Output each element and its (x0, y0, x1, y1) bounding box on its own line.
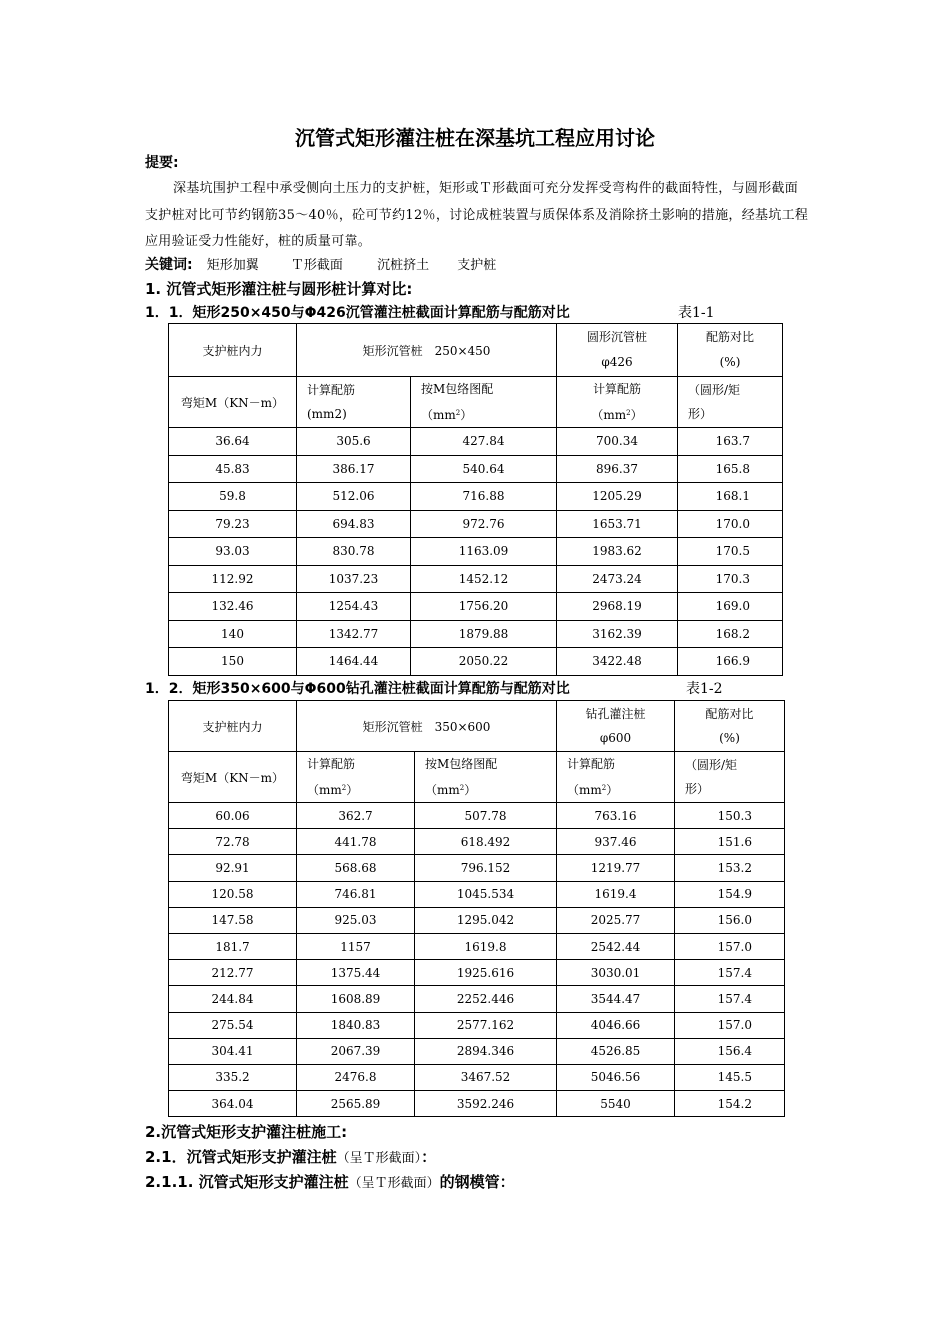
table-row (169, 455, 783, 483)
keyword: 矩形加翼 (206, 258, 259, 273)
table-cell: 512.06 (297, 483, 411, 511)
table-cell: 4526.85 (557, 1038, 675, 1064)
table-cell: 147.58 (169, 907, 297, 933)
table-cell: 3592.246 (415, 1091, 557, 1117)
table-cell: 1840.83 (297, 1012, 415, 1038)
table-cell: 150 (169, 648, 297, 676)
table-cell: 896.37 (557, 455, 678, 483)
table-row (169, 1064, 785, 1090)
table-cell: 1157 (297, 933, 415, 959)
header-round-rect: （圆形/矩 形） (678, 377, 783, 428)
table-cell: 2577.162 (415, 1012, 557, 1038)
table-cell: 362.7 (297, 803, 415, 829)
table-cell: 244.84 (169, 986, 297, 1012)
table-row (169, 620, 783, 648)
header-round: 圆形沉管桩 φ426 (557, 324, 678, 377)
table2-caption: 1．2．矩形350×600与Φ600钻孔灌注桩截面计算配筋与配筋对比 (145, 681, 570, 697)
header-force: 支护桩内力 (169, 324, 297, 377)
header-ratio: 配筋对比 (%) (678, 324, 783, 377)
keywords-label: 关键词: (145, 257, 193, 273)
table-row (169, 648, 783, 676)
table-cell: 746.81 (297, 881, 415, 907)
table-cell: 3422.48 (557, 648, 678, 676)
header-force: 支护桩内力 (169, 701, 297, 752)
table-cell: 2894.346 (415, 1038, 557, 1064)
header-calc: 计算配筋 $(mm^2)$ (297, 752, 415, 803)
table-cell: 157.0 (675, 933, 785, 959)
abstract-text: 深基坑围护工程中承受侧向土压力的支护桩，矩形或Ｔ形截面可充分发挥受弯构件的截面特性，与圆形截面支护桩对比可节约钢筋35～40％，砼可节约12％，讨论成桩装置与质保体系及消除挤土影响的措施，经基坑工程应用验证受力性能好，桩的质量可靠。 (145, 181, 809, 249)
table-cell: 2476.8 (297, 1064, 415, 1090)
table-cell: 1619.8 (415, 933, 557, 959)
table-row (169, 881, 785, 907)
table-row (169, 565, 783, 593)
table-cell: 163.7 (678, 428, 783, 456)
keyword: 支护桩 (457, 258, 497, 273)
table-row (169, 933, 785, 959)
table-cell: 145.5 (675, 1064, 785, 1090)
table-cell: 1925.616 (415, 960, 557, 986)
table-cell: 60.06 (169, 803, 297, 829)
table-cell: 1464.44 (297, 648, 411, 676)
table-cell: 112.92 (169, 565, 297, 593)
table-cell: 156.0 (675, 907, 785, 933)
table-row (169, 483, 783, 511)
table-cell: 212.77 (169, 960, 297, 986)
section-2-1-heading: 2.1．沉管式矩形支护灌注桩（呈Ｔ形截面）： (145, 1148, 437, 1166)
table-cell: 59.8 (169, 483, 297, 511)
table-cell: 120.58 (169, 881, 297, 907)
table-cell: 165.8 (678, 455, 783, 483)
table-cell: 2050.22 (411, 648, 557, 676)
header-ratio: 配筋对比 (%) (675, 701, 785, 752)
table-cell: 335.2 (169, 1064, 297, 1090)
header-moment: 弯矩M（KN－m） (169, 377, 297, 428)
table-row (169, 538, 783, 566)
table-cell: 168.1 (678, 483, 783, 511)
table-cell: 1295.042 (415, 907, 557, 933)
table-cell: 972.76 (411, 510, 557, 538)
table-row (169, 960, 785, 986)
table-row (169, 1091, 785, 1117)
table-cell: 1254.43 (297, 593, 411, 621)
header-round-calc: 计算配筋 $(mm^2)$ (557, 752, 675, 803)
table1-caption: 1．1．矩形250×450与Φ426沉管灌注桩截面计算配筋与配筋对比 (145, 305, 570, 321)
header-moment: 弯矩M（KN－m） (169, 752, 297, 803)
table-cell: 830.78 (297, 538, 411, 566)
table-cell: 700.34 (557, 428, 678, 456)
table-cell: 170.0 (678, 510, 783, 538)
table-cell: 3030.01 (557, 960, 675, 986)
header-round-calc: 计算配筋 $(mm^2)$ (557, 377, 678, 428)
table-cell: 568.68 (297, 855, 415, 881)
table-cell: 36.64 (169, 428, 297, 456)
table-cell: 157.4 (675, 960, 785, 986)
table-cell: 79.23 (169, 510, 297, 538)
table-row (169, 803, 785, 829)
section-1-heading: 1. 沉管式矩形灌注桩与圆形桩计算对比: (145, 280, 413, 298)
table-cell: 93.03 (169, 538, 297, 566)
table-cell: 618.492 (415, 829, 557, 855)
header-round-rect: （圆形/矩 形） (675, 752, 785, 803)
table-cell: 168.2 (678, 620, 783, 648)
table-cell: 305.6 (297, 428, 411, 456)
table-row (169, 1038, 785, 1064)
table-cell: 166.9 (678, 648, 783, 676)
table-cell: 1756.20 (411, 593, 557, 621)
table-cell: 694.83 (297, 510, 411, 538)
table-cell: 132.46 (169, 593, 297, 621)
table-cell: 1037.23 (297, 565, 411, 593)
table-cell: 45.83 (169, 455, 297, 483)
table-row (169, 428, 783, 456)
table-header-row (169, 324, 783, 377)
table-cell: 441.78 (297, 829, 415, 855)
table-cell: 507.78 (415, 803, 557, 829)
table-cell: 3162.39 (557, 620, 678, 648)
header-calc: 计算配筋 (mm2) (297, 377, 411, 428)
table-cell: 154.2 (675, 1091, 785, 1117)
table-cell: 1983.62 (557, 538, 678, 566)
table-cell: 150.3 (675, 803, 785, 829)
table-subheader-row (169, 377, 783, 428)
table2-label: 表1-2 (686, 681, 723, 697)
table-cell: 2252.446 (415, 986, 557, 1012)
table-cell: 157.0 (675, 1012, 785, 1038)
header-round: 钻孔灌注桩 φ600 (557, 701, 675, 752)
header-envelope: 按M包络图配 $(mm^2)$ (411, 377, 557, 428)
table-cell: 1653.71 (557, 510, 678, 538)
table-cell: 5046.56 (557, 1064, 675, 1090)
table-cell: 1163.09 (411, 538, 557, 566)
table-cell: 156.4 (675, 1038, 785, 1064)
keyword: 沉桩挤土 (377, 258, 430, 273)
page-title: 沉管式矩形灌注桩在深基坑工程应用讨论 (295, 126, 655, 150)
table-cell: 925.03 (297, 907, 415, 933)
section-2-1-1-heading: 2.1.1. 沉管式矩形支护灌注桩（呈Ｔ形截面）的钢模管： (145, 1173, 515, 1191)
table-cell: 181.7 (169, 933, 297, 959)
table-cell: 716.88 (411, 483, 557, 511)
table-cell: 3544.47 (557, 986, 675, 1012)
table-cell: 2565.89 (297, 1091, 415, 1117)
table-cell: 170.3 (678, 565, 783, 593)
table-cell: 1205.29 (557, 483, 678, 511)
table-cell: 2542.44 (557, 933, 675, 959)
table-cell: 2473.24 (557, 565, 678, 593)
table-cell: 540.64 (411, 455, 557, 483)
abstract-label: 提要: (145, 155, 179, 171)
table-cell: 1619.4 (557, 881, 675, 907)
table-cell: 151.6 (675, 829, 785, 855)
table-header-row (169, 701, 785, 752)
header-rect: 矩形沉管桩 250×450 (297, 324, 557, 377)
table-cell: 153.2 (675, 855, 785, 881)
table-cell: 796.152 (415, 855, 557, 881)
table-cell: 140 (169, 620, 297, 648)
table-cell: 275.54 (169, 1012, 297, 1038)
table-row (169, 510, 783, 538)
table-cell: 3467.52 (415, 1064, 557, 1090)
table1 (168, 323, 783, 676)
section-2-heading: 2.沉管式矩形支护灌注桩施工: (145, 1123, 348, 1141)
table-row (169, 907, 785, 933)
header-rect: 矩形沉管桩 350×600 (297, 701, 557, 752)
table-cell: 763.16 (557, 803, 675, 829)
table1-label: 表1-1 (678, 305, 715, 321)
table-cell: 427.84 (411, 428, 557, 456)
table-cell: 1375.44 (297, 960, 415, 986)
table-cell: 1879.88 (411, 620, 557, 648)
table-cell: 1452.12 (411, 565, 557, 593)
table-cell: 1219.77 (557, 855, 675, 881)
table-cell: 72.78 (169, 829, 297, 855)
table-row (169, 593, 783, 621)
table-cell: 2968.19 (557, 593, 678, 621)
table-row (169, 829, 785, 855)
table-cell: 304.41 (169, 1038, 297, 1064)
table-cell: 5540 (557, 1091, 675, 1117)
table-cell: 2025.77 (557, 907, 675, 933)
table-cell: 1045.534 (415, 881, 557, 907)
table-cell: 92.91 (169, 855, 297, 881)
keyword: Ｔ形截面 (290, 258, 343, 273)
table-cell: 364.04 (169, 1091, 297, 1117)
table-cell: 2067.39 (297, 1038, 415, 1064)
table-cell: 170.5 (678, 538, 783, 566)
table-row (169, 986, 785, 1012)
table-cell: 1342.77 (297, 620, 411, 648)
table-row (169, 855, 785, 881)
table-subheader-row (169, 752, 785, 803)
table-cell: 386.17 (297, 455, 411, 483)
keywords-line (145, 254, 496, 274)
table2 (168, 700, 785, 1117)
table-cell: 4046.66 (557, 1012, 675, 1038)
table-cell: 157.4 (675, 986, 785, 1012)
header-envelope: 按M包络图配 $(mm^2)$ (415, 752, 557, 803)
table-row (169, 1012, 785, 1038)
table-cell: 937.46 (557, 829, 675, 855)
table-cell: 1608.89 (297, 986, 415, 1012)
table-cell: 154.9 (675, 881, 785, 907)
table-cell: 169.0 (678, 593, 783, 621)
